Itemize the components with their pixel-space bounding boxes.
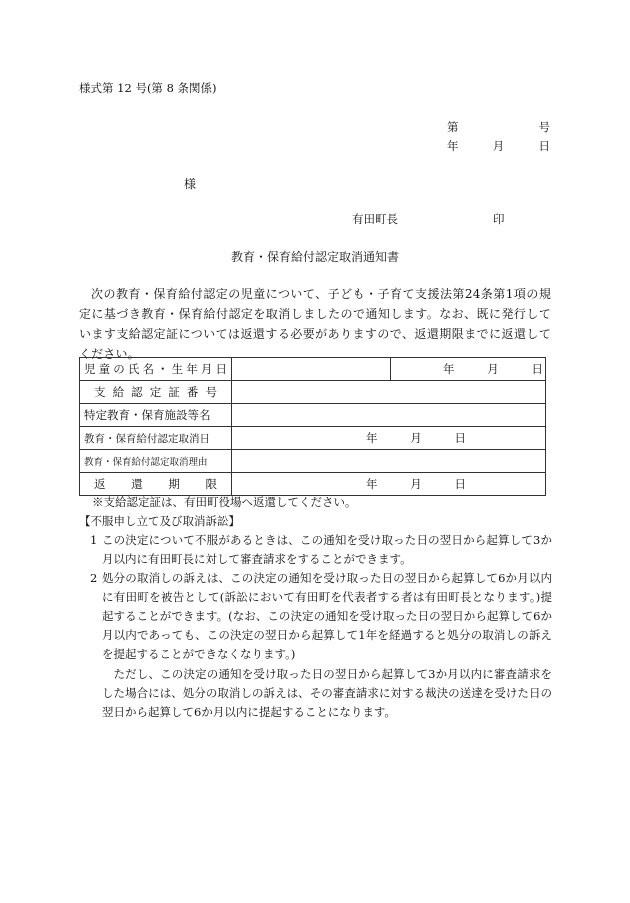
- seal-mark: 印: [493, 212, 505, 226]
- table-row: [80, 381, 546, 404]
- issuer-name: 有田町長: [352, 212, 398, 226]
- facility-value: [232, 404, 546, 427]
- return-month: 月: [410, 477, 422, 491]
- appeal-item-2: [80, 569, 552, 664]
- birth-month: 月: [487, 362, 499, 376]
- facility-label: 特定教育・保育施設等名: [80, 404, 232, 427]
- number-suffix: 号: [538, 120, 550, 134]
- cancel-day: 日: [454, 431, 466, 445]
- certification-table: [79, 357, 546, 496]
- cancel-date-value: [232, 427, 546, 450]
- item-number: 2: [90, 571, 98, 585]
- addressee-honorific: 様: [184, 177, 197, 191]
- birth-day: 日: [531, 362, 543, 376]
- cancel-year: 年: [366, 431, 378, 445]
- date-year: 年: [447, 139, 459, 153]
- table-row: [80, 358, 546, 381]
- intro-paragraph: 次の教育・保育給付認定の児童について、子ども・子育て支援法第24条第1項の規定に基づき教育・保育給付認定を取消しましたので通知します。なお、既に発行しています支給認定証については返還する必要がありますので、返還期限までに返還してください。: [79, 287, 551, 361]
- document-number-line: [447, 119, 550, 135]
- date-month: 月: [492, 139, 505, 153]
- table-row: [80, 473, 546, 496]
- appeal-item-2-proviso: ただし、この決定の通知を受け取った日の翌日から起算して3か月以内に審査請求をした場合には、処分の取消しの訴えは、その審査請求に対する裁決の送達を受けた日の翌日から起算して6か月以内に提起することになります。: [102, 667, 552, 719]
- return-year: 年: [366, 477, 378, 491]
- cancel-month: 月: [410, 431, 422, 445]
- cert-number-label: 支給認定証番号: [80, 381, 232, 404]
- cert-number-value: [232, 381, 546, 404]
- child-name-label: 児童の氏名・生年月日: [80, 358, 232, 381]
- item-text: 処分の取消しの訴えは、この決定の通知を受け取った日の翌日から起算して6か月以内に有田町を被告として(訴訟において有田町を代表者する者は有田町長となります。)提起することができます。(なお、この決定の通知を受け取った日の翌日から起算して6か月以内であっても、この決定の翌日から起算して1年を経過すると処分の取消しの訴えを提起することができなくなります。): [102, 571, 552, 661]
- birth-year: 年: [443, 362, 455, 376]
- appeal-item-1: [80, 531, 552, 569]
- appeal-heading: 【不服申し立て及び取消訴訟】: [79, 514, 240, 528]
- return-day: 日: [454, 477, 466, 491]
- table-row: [80, 404, 546, 427]
- cancel-date-label: 教育・保育給付認定取消日: [80, 427, 232, 450]
- item-number: 1: [90, 533, 98, 547]
- document-date-line: [447, 138, 550, 154]
- number-prefix: 第: [447, 120, 459, 134]
- table-row: [80, 427, 546, 450]
- date-day: 日: [538, 139, 550, 153]
- return-deadline-label: 返還期限: [80, 473, 232, 496]
- return-deadline-value: [232, 473, 546, 496]
- document-title: 教育・保育給付認定取消通知書: [230, 250, 399, 264]
- cancel-reason-value: [232, 450, 546, 473]
- child-name-value: [232, 358, 391, 381]
- item-text: この決定について不服があるときは、この通知を受け取った日の翌日から起算して3か月以内に有田町長に対して審査請求をすることができます。: [102, 533, 552, 566]
- table-row: [80, 450, 546, 473]
- form-number: 様式第 12 号(第 8 条関係): [79, 81, 217, 95]
- cancel-reason-label: 教育・保育給付認定取消理由: [80, 450, 232, 473]
- child-birthdate-value: [391, 358, 546, 381]
- return-note: ※支給認定証は、有田町役場へ返還してください。: [92, 495, 357, 509]
